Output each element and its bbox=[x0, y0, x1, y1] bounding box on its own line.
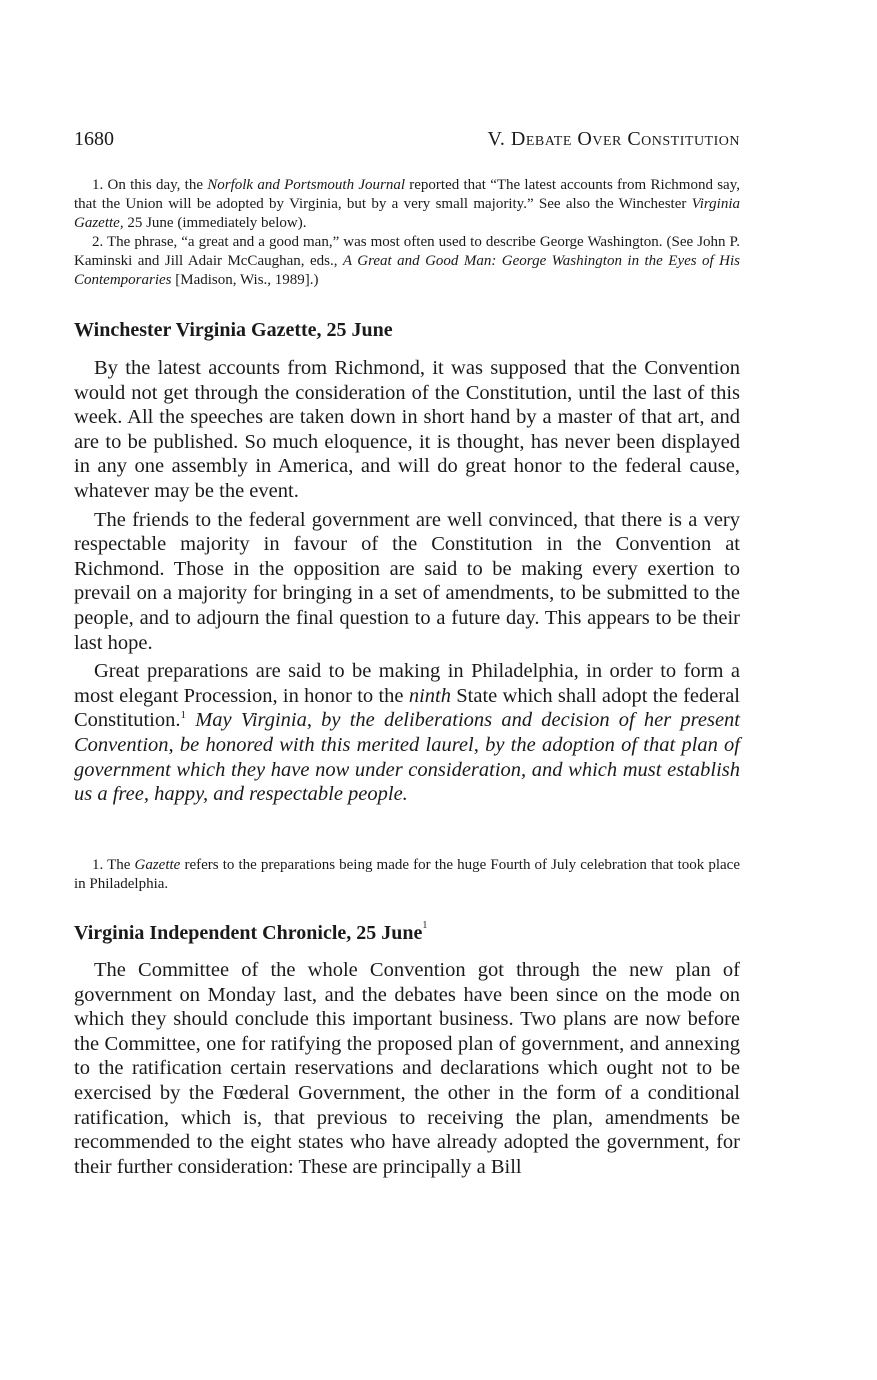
footnote-1: 1. On this day, the Norfolk and Portsmouth Journal reported that “The latest accounts from Richmond say, that the Union will be adopted by Virginia, but by a very small majority.” See also the Winchester Virginia Gazette, 25 June (immediately below). bbox=[74, 177, 740, 231]
paragraph: Great preparations are said to be making in Philadelphia, in order to form a most elegant Procession, in honor to the ninth State which shall adopt the federal Constitution.$^1$ May Virginia, by the deliberations and decision of her present Convention, be honored with this merited laurel, by the adoption of that plan of government which they have now under consideration, and which must establish us a free, happy, and respectable people. bbox=[74, 660, 740, 806]
paragraph: By the latest accounts from Richmond, it was supposed that the Convention would not get through the consideration of the Constitution, until the last of this week. All the speeches are taken down in short hand by a master of that art, and are to be published. So much eloquence, it is thought, has never been displayed in any one assembly in America, and will do great honor to the federal cause, whatever may be the event. bbox=[74, 357, 740, 502]
section-title-winchester: Winchester Virginia Gazette, 25 June bbox=[74, 319, 393, 341]
winchester-footnote bbox=[74, 856, 740, 894]
running-title: V. Debate Over Constitution bbox=[487, 128, 740, 150]
page-header bbox=[74, 128, 740, 151]
footnote-1: 1. The Gazette refers to the preparations being made for the huge Fourth of July celebration that took place in Philadelphia. bbox=[74, 857, 740, 892]
top-footnotes bbox=[74, 176, 740, 290]
paragraph: The friends to the federal government are well convinced, that there is a very respectable majority in favour of the Constitution in the Convention at Richmond. Those in the opposition are said to be making every exertion to prevail on a majority for bringing in a set of amendments, to be submitted to the people, and to adjourn the final question to a future day. This appears to be their last hope. bbox=[74, 508, 740, 654]
chronicle-article bbox=[74, 958, 740, 1183]
section-title-chronicle: Virginia Independent Chronicle, 25 June$^1$ bbox=[74, 920, 428, 944]
page-number: 1680 bbox=[74, 128, 114, 150]
winchester-article bbox=[74, 356, 740, 811]
paragraph: The Committee of the whole Convention got through the new plan of government on Monday last, and the debates have been since on the mode on which they should conclude this important business. Two plans are now before the Committee, one for ratifying the proposed plan of government, and annexing to the ratification certain reservations and declarations which ought not to be exercised by the Fœderal Government, the other in the form of a conditional ratification, which is, that previous to receiving the plan, amendments be recommended to the eight states who have already adopted the government, for their further consideration: These are principally a Bill bbox=[74, 959, 740, 1178]
footnote-2: 2. The phrase, “a great and a good man,” was most often used to describe George Washington. (See John P. Kaminski and Jill Adair McCaughan, eds., A Great and Good Man: George Washington in the Eyes of His Contemporaries [Madison, Wis., 1989].) bbox=[74, 234, 741, 288]
